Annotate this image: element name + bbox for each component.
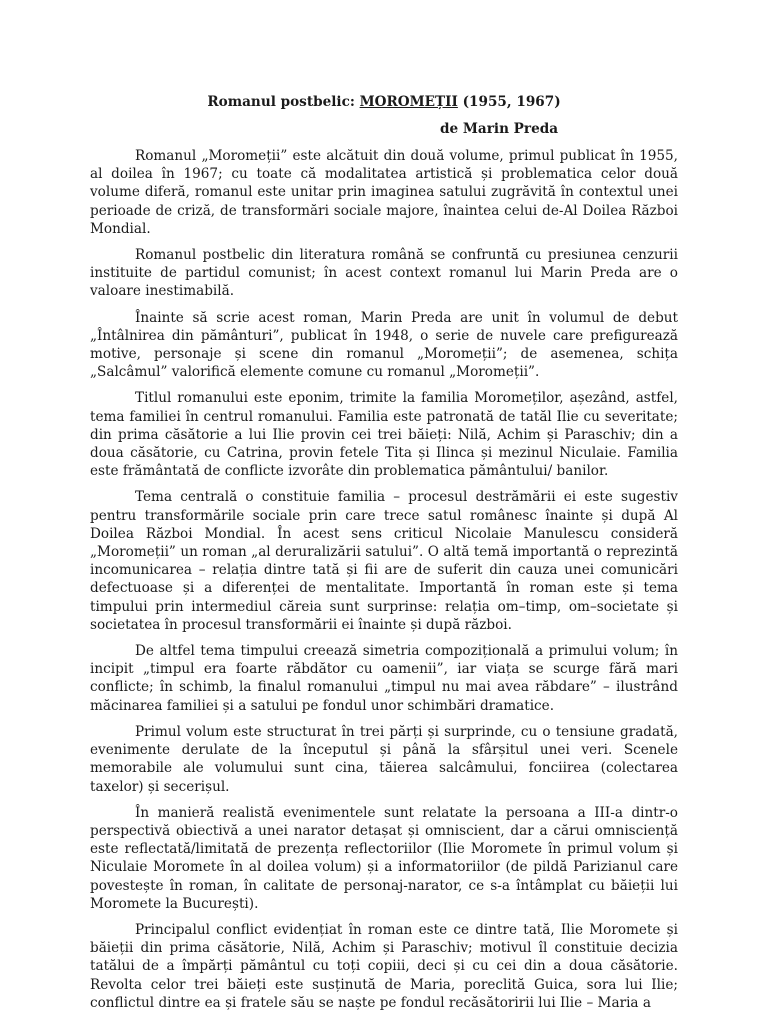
document-author: de Marin Preda (440, 121, 559, 137)
paragraph: Titlul romanului este eponim, trimite la familia Moromeților, așezând, astfel, tema familiei în centrul romanului. Familia este patronată de tatăl Ilie cu severitate; din prima căsătorie a lui Ilie provin cei trei băieți: Nilă, Achim și Paraschiv; din a doua căsătorie, cu Catrina, provin fetele Tita și Ilinca și mezinul Niculaie. Familia este frământată de conflicte izvorâte din problematica pământului/ banilor. (90, 390, 678, 480)
paragraph: Romanul postbelic din literatura română se confruntă cu presiunea cenzurii instituite de partidul comunist; în acest context romanul lui Marin Preda are o valoare inestimabilă. (90, 247, 678, 300)
paragraph: Principalul conflict evidențiat în roman este ce dintre tată, Ilie Moromete și băieții din prima căsătorie, Nilă, Achim și Paraschiv; motivul îl constituie decizia tatălui de a împărți pământul cu toți copiii, deci și cu cei din a doua căsătorie. Revolta celor trei băieți este susținută de Maria, poreclită Guica, sora lui Ilie; conflictul dintre ea și fratele său se naște pe fondul recăsătoririi lui Ilie – Maria a (90, 921, 678, 1011)
title-suffix: (1955, 1967) (457, 94, 561, 110)
title-prefix: Romanul postbelic: (207, 94, 360, 110)
paragraph: Înainte să scrie acest roman, Marin Preda are unit în volumul de debut „Întâlnirea din pământuri”, publicat în 1948, o serie de nuvele care prefigurează motive, personaje și scene din romanul „Moromeții”; de asemenea, schița „Salcâmul” valorifică elemente comune cu romanul „Moromeții”. (90, 309, 678, 381)
paragraph: În manieră realistă evenimentele sunt relatate la persoana a III-a dintr-o perspectivă obiectivă a unei narator detașat și omniscient, dar a cărui omnisciență este reflectată/limitată de prezența reflectoriilor (Ilie Moromete în primul volum și Niculaie Moromete în al doilea volum) și a informatoriilor (de pildă Parizianul care povestește în roman, în calitate de personaj-narator, ce s-a întâmplat cu băieții lui Moromete la București). (90, 804, 678, 912)
document-title (90, 92, 678, 112)
paragraph: Romanul „Moromeții” este alcătuit din două volume, primul publicat în 1955, al doilea în 1967; cu toate că modalitatea artistică și problematica celor două volume diferă, romanul este unitar prin imaginea satului zugrăvită în contextul unei perioade de criză, de transformări sociale majore, înaintea celui de-Al Doilea Război Mondial. (90, 148, 678, 237)
paragraph: De altfel tema timpului creează simetria compozițională a primului volum; în incipit „timpul era foarte răbdător cu oamenii”, iar viața se scurge fără mari conflicte; în schimb, la finalul romanului „timpul nu mai avea răbdare” – ilustrând măcinarea familiei și a satului pe fondul unor schimbări dramatice. (90, 643, 678, 714)
paragraph: Primul volum este structurat în trei părți și surprinde, cu o tensiune gradată, evenimente derulate de la începutul și până la sfârșitul unei veri. Scenele memorabile ale volumului sunt cina, tăierea salcâmului, fonciirea (colectarea taxelor) și secerișul. (90, 723, 678, 795)
paragraph: Tema centrală o constituie familia – procesul destrămării ei este sugestiv pentru transformările sociale prin care trece satul românesc înainte și după Al Doilea Război Mondial. În acest sens criticul Nicolaie Manulescu consideră „Moromeții” un roman „al deruralizării satului”. O altă temă importantă o reprezintă incomunicarea – relația dintre tată și fii are de suferit din cauza unei comunicări defectuoase și a diferenței de mentalitate. Importantă în roman este și tema timpului prin intermediul căreia sunt surprinse: relația om–timp, om–societate și societatea în procesul transformării ei înainte și după război. (90, 489, 678, 633)
title-underlined: MOROMEȚII (359, 94, 458, 110)
